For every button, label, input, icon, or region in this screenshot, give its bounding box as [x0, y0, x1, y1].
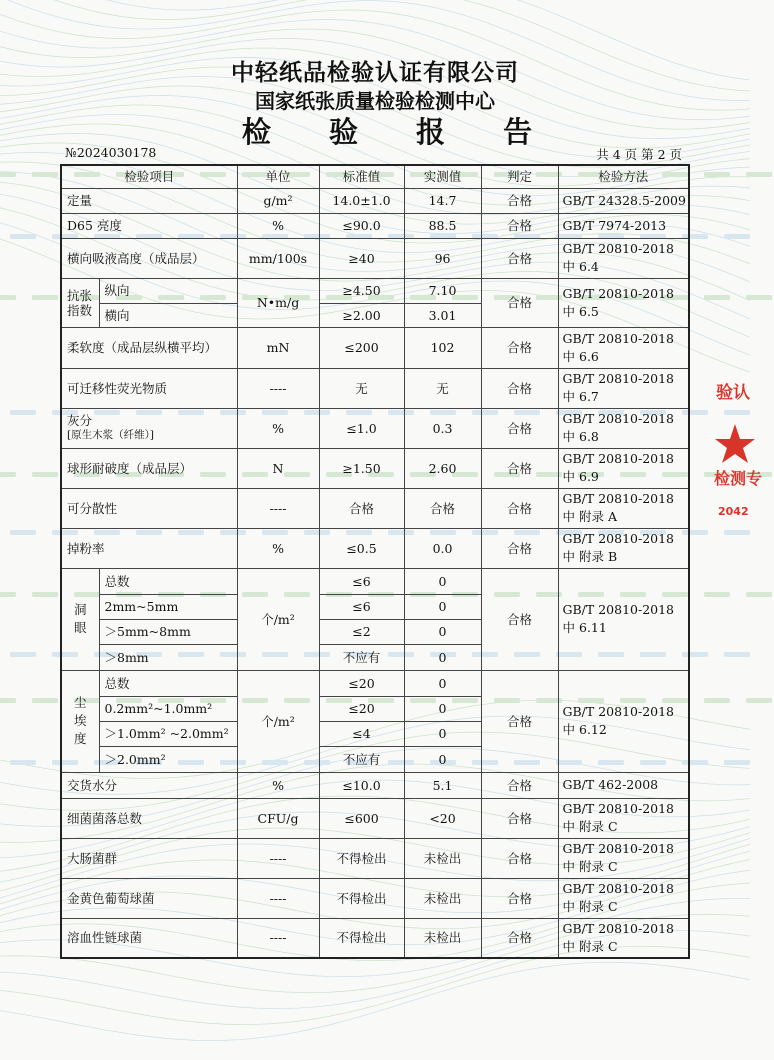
judgement-cell: 合格: [481, 188, 558, 213]
unit-cell: %: [237, 408, 319, 448]
header-item: 检验项目: [61, 165, 237, 188]
standard-value: 不得检出: [319, 878, 404, 918]
group-label: [61, 670, 99, 772]
item-name: 球形耐破度（成品层）: [61, 448, 237, 488]
table-row: [61, 238, 689, 278]
header-judgement: 判定: [481, 165, 558, 188]
measured-value: 0: [404, 670, 481, 696]
unit-cell: 个/m²: [237, 670, 319, 772]
judgement-cell: 合格: [481, 918, 558, 958]
method-cell: GB/T 20810-2018 中 附录 A: [558, 488, 689, 528]
measured-value: 无: [404, 368, 481, 408]
table-row: [61, 838, 689, 878]
item-name: 溶血性链球菌: [61, 918, 237, 958]
inspection-results-table: [60, 164, 690, 959]
item-cell: [61, 408, 237, 448]
judgement-cell: 合格: [481, 327, 558, 368]
standard-value: ≤4: [319, 721, 404, 746]
table-row: [61, 488, 689, 528]
group-label-text: 尘埃度: [73, 695, 87, 746]
holes-row-total: [61, 568, 689, 594]
measured-value: 0.0: [404, 528, 481, 568]
standard-value: ≤600: [319, 798, 404, 838]
measured-value: 未检出: [404, 878, 481, 918]
method-cell: GB/T 20810-2018 中 6.11: [558, 568, 689, 670]
judgement-cell: 合格: [481, 772, 558, 798]
table-row: [61, 528, 689, 568]
unit-cell: g/m²: [237, 188, 319, 213]
unit-cell: N: [237, 448, 319, 488]
standard-value: ≥1.50: [319, 448, 404, 488]
standard-value: ≤1.0: [319, 408, 404, 448]
standard-value: ≤200: [319, 327, 404, 368]
dirt-row-total: [61, 670, 689, 696]
measured-value: 合格: [404, 488, 481, 528]
judgement-cell: 合格: [481, 878, 558, 918]
sub-item-name: 纵向: [99, 278, 237, 303]
judgement-cell: 合格: [481, 670, 558, 772]
sub-item-name: 0.2mm²~1.0mm²: [99, 696, 237, 721]
sub-item-name: ＞5mm~8mm: [99, 619, 237, 644]
standard-value: ≤6: [319, 594, 404, 619]
table-header-row: [61, 165, 689, 188]
judgement-cell: 合格: [481, 368, 558, 408]
measured-value: 0: [404, 619, 481, 644]
seal-number: 2042: [718, 505, 749, 518]
standard-value: ≥40: [319, 238, 404, 278]
judgement-cell: 合格: [481, 238, 558, 278]
header-method: 检验方法: [558, 165, 689, 188]
table-row: [61, 327, 689, 368]
center-name: 国家纸张质量检验检测中心: [255, 89, 495, 113]
group-label: [61, 568, 99, 670]
sub-item-name: 横向: [99, 303, 237, 327]
item-name: 定量: [61, 188, 237, 213]
item-name: 金黄色葡萄球菌: [61, 878, 237, 918]
judgement-cell: 合格: [481, 213, 558, 238]
table-row: [61, 448, 689, 488]
seal-text-bottom: 检测专: [714, 469, 763, 488]
method-cell: GB/T 20810-2018 中 附录 C: [558, 918, 689, 958]
method-cell: GB/T 20810-2018 中 6.12: [558, 670, 689, 772]
standard-value: ≤20: [319, 696, 404, 721]
method-cell: GB/T 20810-2018 中 附录 C: [558, 878, 689, 918]
measured-value: 0: [404, 594, 481, 619]
unit-cell: ----: [237, 878, 319, 918]
measured-value: 0: [404, 721, 481, 746]
page-info: 共 4 页 第 2 页: [596, 147, 682, 162]
measured-value: 14.7: [404, 188, 481, 213]
standard-value: 14.0±1.0: [319, 188, 404, 213]
group-label-text: 洞眼: [73, 602, 87, 635]
tensile-row-machine-direction: [61, 278, 689, 303]
unit-cell: %: [237, 772, 319, 798]
measured-value: 0: [404, 696, 481, 721]
measured-value: 7.10: [404, 278, 481, 303]
report-number: №2024030178: [65, 145, 157, 160]
standard-value: ≥2.00: [319, 303, 404, 327]
sub-item-name: 总数: [99, 568, 237, 594]
unit-cell: ----: [237, 838, 319, 878]
standard-value: 合格: [319, 488, 404, 528]
measured-value: 0: [404, 746, 481, 772]
unit-cell: mN: [237, 327, 319, 368]
unit-cell: %: [237, 213, 319, 238]
standard-value: ≤6: [319, 568, 404, 594]
standard-value: ≥4.50: [319, 278, 404, 303]
method-cell: GB/T 20810-2018 中 附录 C: [558, 798, 689, 838]
method-cell: GB/T 462-2008: [558, 772, 689, 798]
method-cell: GB/T 20810-2018 中 6.8: [558, 408, 689, 448]
item-note: [原生木浆（纤维）]: [67, 429, 154, 441]
table-row: [61, 368, 689, 408]
judgement-cell: 合格: [481, 408, 558, 448]
seal-star-icon: [715, 424, 755, 463]
method-cell: GB/T 24328.5-2009: [558, 188, 689, 213]
table-row: [61, 213, 689, 238]
judgement-cell: 合格: [481, 448, 558, 488]
unit-cell: 个/m²: [237, 568, 319, 670]
measured-value: 3.01: [404, 303, 481, 327]
measured-value: 未检出: [404, 918, 481, 958]
method-cell: GB/T 20810-2018 中 6.5: [558, 278, 689, 327]
measured-value: 88.5: [404, 213, 481, 238]
organization-name: 中轻纸品检验认证有限公司: [231, 59, 519, 86]
standard-value: 不应有: [319, 644, 404, 670]
measured-value: 2.60: [404, 448, 481, 488]
header-standard: 标准值: [319, 165, 404, 188]
method-cell: GB/T 7974-2013: [558, 213, 689, 238]
header-unit: 单位: [237, 165, 319, 188]
standard-value: 不得检出: [319, 838, 404, 878]
method-cell: GB/T 20810-2018 中 6.4: [558, 238, 689, 278]
item-name: 抗张指数: [61, 278, 99, 327]
method-cell: GB/T 20810-2018 中 6.6: [558, 327, 689, 368]
item-name: 交货水分: [61, 772, 237, 798]
sub-item-name: 总数: [99, 670, 237, 696]
standard-value: 无: [319, 368, 404, 408]
standard-value: ≤2: [319, 619, 404, 644]
sub-item-name: ＞2.0mm²: [99, 746, 237, 772]
judgement-cell: 合格: [481, 798, 558, 838]
measured-value: 0: [404, 568, 481, 594]
measured-value: 5.1: [404, 772, 481, 798]
item-name: 可分散性: [61, 488, 237, 528]
measured-value: 96: [404, 238, 481, 278]
item-name: 掉粉率: [61, 528, 237, 568]
table-row: [61, 772, 689, 798]
sub-item-name: ＞1.0mm² ~2.0mm²: [99, 721, 237, 746]
item-name: 灰分: [67, 413, 93, 428]
table-row: [61, 798, 689, 838]
item-name: D65 亮度: [61, 213, 237, 238]
method-cell: GB/T 20810-2018 中 6.9: [558, 448, 689, 488]
unit-cell: N•m/g: [237, 278, 319, 327]
table-row: [61, 408, 689, 448]
method-cell: GB/T 20810-2018 中 附录 C: [558, 838, 689, 878]
table-row: [61, 878, 689, 918]
item-name: 大肠菌群: [61, 838, 237, 878]
sub-item-name: ＞8mm: [99, 644, 237, 670]
measured-value: 102: [404, 327, 481, 368]
unit-cell: %: [237, 528, 319, 568]
measured-value: 未检出: [404, 838, 481, 878]
judgement-cell: 合格: [481, 838, 558, 878]
official-seal: [708, 372, 763, 532]
measured-value: 0.3: [404, 408, 481, 448]
document-title: 检 验 报 告: [241, 115, 557, 149]
measured-value: <20: [404, 798, 481, 838]
method-cell: GB/T 20810-2018 中 附录 B: [558, 528, 689, 568]
item-name: 横向吸液高度（成品层）: [61, 238, 237, 278]
standard-value: 不应有: [319, 746, 404, 772]
standard-value: ≤0.5: [319, 528, 404, 568]
judgement-cell: 合格: [481, 528, 558, 568]
measured-value: 0: [404, 644, 481, 670]
standard-value: ≤90.0: [319, 213, 404, 238]
standard-value: 不得检出: [319, 918, 404, 958]
judgement-cell: 合格: [481, 488, 558, 528]
standard-value: ≤10.0: [319, 772, 404, 798]
unit-cell: ----: [237, 918, 319, 958]
judgement-cell: 合格: [481, 278, 558, 327]
table-row: [61, 188, 689, 213]
item-name: 可迁移性荧光物质: [61, 368, 237, 408]
unit-cell: ----: [237, 488, 319, 528]
unit-cell: ----: [237, 368, 319, 408]
header-measured: 实测值: [404, 165, 481, 188]
item-name: 柔软度（成品层纵横平均）: [61, 327, 237, 368]
table-row: [61, 918, 689, 958]
sub-item-name: 2mm~5mm: [99, 594, 237, 619]
item-name: 细菌菌落总数: [61, 798, 237, 838]
seal-text-top: 验认: [716, 383, 750, 403]
standard-value: ≤20: [319, 670, 404, 696]
method-cell: GB/T 20810-2018 中 6.7: [558, 368, 689, 408]
judgement-cell: 合格: [481, 568, 558, 670]
unit-cell: CFU/g: [237, 798, 319, 838]
unit-cell: mm/100s: [237, 238, 319, 278]
